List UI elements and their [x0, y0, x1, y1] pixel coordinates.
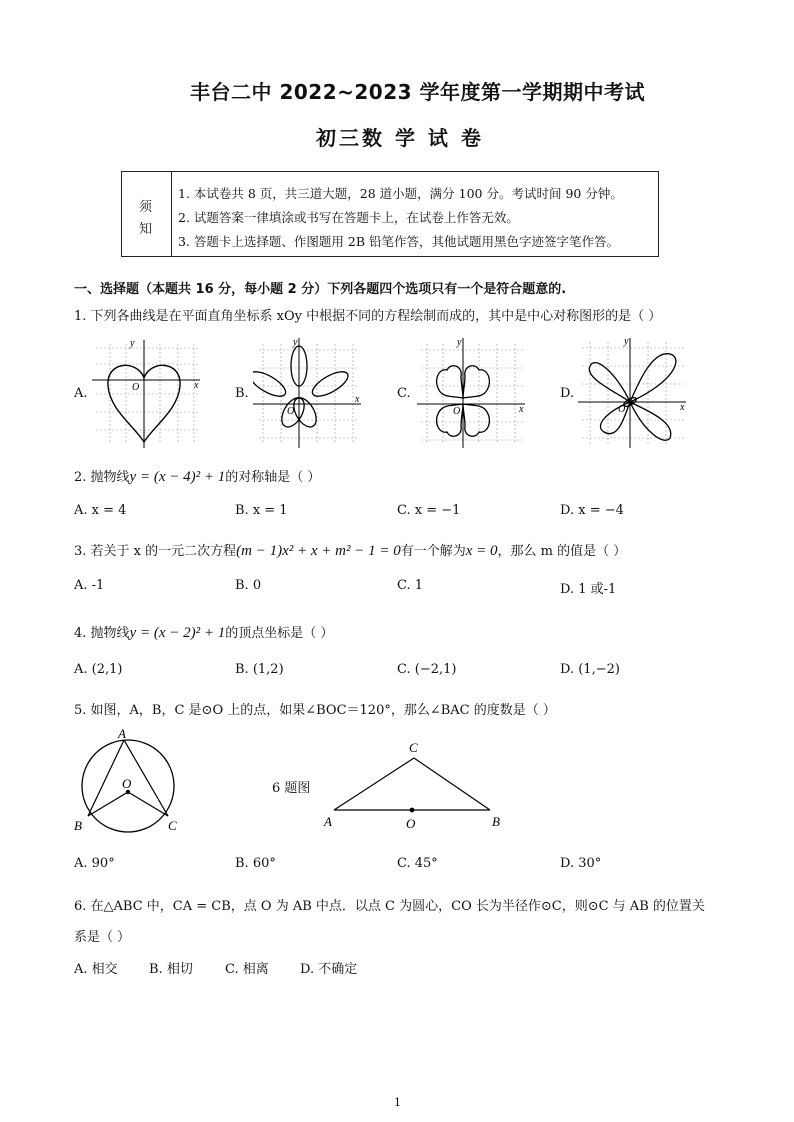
q6-label-a: A	[324, 814, 332, 829]
q4-stem-post: 的顶点坐标是（ ）	[225, 626, 334, 641]
q1d-origin: O	[618, 404, 626, 415]
q6-label-o: O	[406, 816, 416, 831]
q6-option-c: C. 相离	[225, 962, 269, 977]
q1b-axis-y: y	[293, 337, 298, 348]
q3-formula: (m − 1)x² + x + m² − 1 = 0	[236, 543, 401, 559]
q1-figure-b-flower	[253, 336, 365, 448]
q3-option-b: B. 0	[235, 578, 262, 593]
q3-stem-pre: 3. 若关于 x 的一元二次方程	[74, 544, 237, 559]
q1-label-b: B.	[235, 386, 249, 401]
q6-option-b: B. 相切	[149, 962, 193, 977]
q4-formula: y = (x − 2)² + 1	[129, 625, 226, 641]
q4-option-d: D. (1,−2)	[560, 662, 620, 677]
exam-title: 丰台二中 2022~2023 学年度第一学期期中考试	[190, 80, 646, 104]
q1d-axis-y: y	[624, 336, 629, 347]
notice-line-2: 2. 试题答案一律填涂或书写在答题卡上，在试卷上作答无效。	[178, 210, 519, 225]
q2-stem-pre: 2. 抛物线	[74, 470, 130, 485]
q2-option-c: C. x = −1	[397, 503, 461, 518]
q2-stem	[74, 466, 320, 486]
q2-formula: y = (x − 4)² + 1	[129, 469, 226, 485]
q6-stem-line2: 系是（ ）	[74, 930, 131, 945]
notice-line-3: 3. 答题卡上选择题、作图题用 2B 铅笔作答，其他试题用黑色字迹签字笔作答。	[178, 234, 619, 249]
q1a-origin: O	[132, 382, 140, 393]
q3-stem	[74, 540, 626, 560]
q1c-origin: O	[453, 406, 461, 417]
q1a-axis-x: x	[194, 380, 199, 391]
notice-box	[121, 171, 659, 257]
q5-label-c: C	[168, 818, 177, 833]
section-heading: 一、选择题（本题共 16 分，每小题 2 分）下列各题四个选项只有一个是符合题意的.	[74, 282, 567, 297]
q4-stem-pre: 4. 抛物线	[74, 626, 130, 641]
q4-option-c: C. (−2,1)	[397, 662, 457, 677]
q1-stem: 1. 下列各曲线是在平面直角坐标系 xOy 中根据不同的方程绘制而成的，其中是中心对称图形的是（ ）	[74, 309, 662, 324]
q1c-axis-y: y	[457, 337, 462, 348]
q1d-axis-x: x	[680, 402, 685, 413]
q4-stem	[74, 622, 333, 642]
q2-option-a: A. x = 4	[74, 503, 127, 518]
q2-stem-post: 的对称轴是（ ）	[225, 470, 321, 485]
q5-circle-figure	[72, 726, 184, 838]
q5-option-a: A. 90°	[74, 856, 115, 871]
q3-stem-post: ，那么 m 的值是（ ）	[497, 544, 627, 559]
notice-label-cell	[122, 172, 172, 256]
q3-option-c: C. 1	[397, 578, 424, 593]
q1a-axis-y: y	[130, 338, 135, 349]
q6-option-a: A. 相交	[74, 962, 118, 977]
q6-figure-caption: 6 题图	[272, 781, 311, 796]
q3-stem-mid: 有一个解为	[400, 544, 466, 559]
q6-label-c: C	[409, 740, 418, 755]
q6-option-d: D. 不确定	[300, 962, 358, 977]
exam-subtitle: 初三数 学 试 卷	[316, 126, 484, 150]
notice-label-bottom: 知	[139, 222, 153, 237]
q4-option-b: B. (1,2)	[235, 662, 284, 677]
q3-option-a: A. -1	[74, 578, 105, 593]
q6-label-b: B	[492, 814, 500, 829]
q6-stem-line1: 6. 在△ABC 中，CA = CB，点 O 为 AB 中点．以点 C 为圆心，CO 长为半径作⊙C，则⊙C 与 AB 的位置关	[74, 899, 705, 914]
q2-option-d: D. x = −4	[560, 503, 624, 518]
page-number: 1	[394, 1096, 401, 1109]
q5-label-o: O	[122, 776, 132, 791]
q3-formula2: x = 0	[465, 543, 498, 559]
q5-option-c: C. 45°	[397, 856, 438, 871]
q6-triangle-figure	[322, 738, 512, 832]
q1-label-a: A.	[74, 386, 88, 401]
q2-option-b: B. x = 1	[235, 503, 288, 518]
q5-label-a: A	[118, 726, 126, 741]
notice-line-1: 1. 本试卷共 8 页，共三道大题，28 道小题，满分 100 分。考试时间 90 分钟。	[178, 186, 623, 201]
q3-option-d: D. 1 或-1	[560, 582, 617, 597]
q1-figure-a-heart	[92, 336, 204, 448]
q1b-origin: O	[287, 406, 295, 417]
q5-option-b: B. 60°	[235, 856, 276, 871]
q1-figure-c-clover	[417, 336, 529, 448]
q1b-axis-x: x	[355, 394, 360, 405]
q1-figure-d-butterfly	[578, 336, 690, 448]
q5-stem: 5. 如图，A，B，C 是⊙O 上的点，如果∠BOC＝120°，那么∠BAC 的度数是（ ）	[74, 703, 556, 718]
q4-option-a: A. (2,1)	[74, 662, 123, 677]
q1-label-c: C.	[397, 386, 411, 401]
q5-label-b: B	[74, 818, 82, 833]
q5-option-d: D. 30°	[560, 856, 602, 871]
q1c-axis-x: x	[519, 404, 524, 415]
q1-label-d: D.	[560, 386, 575, 401]
notice-label-top: 须	[139, 200, 153, 215]
